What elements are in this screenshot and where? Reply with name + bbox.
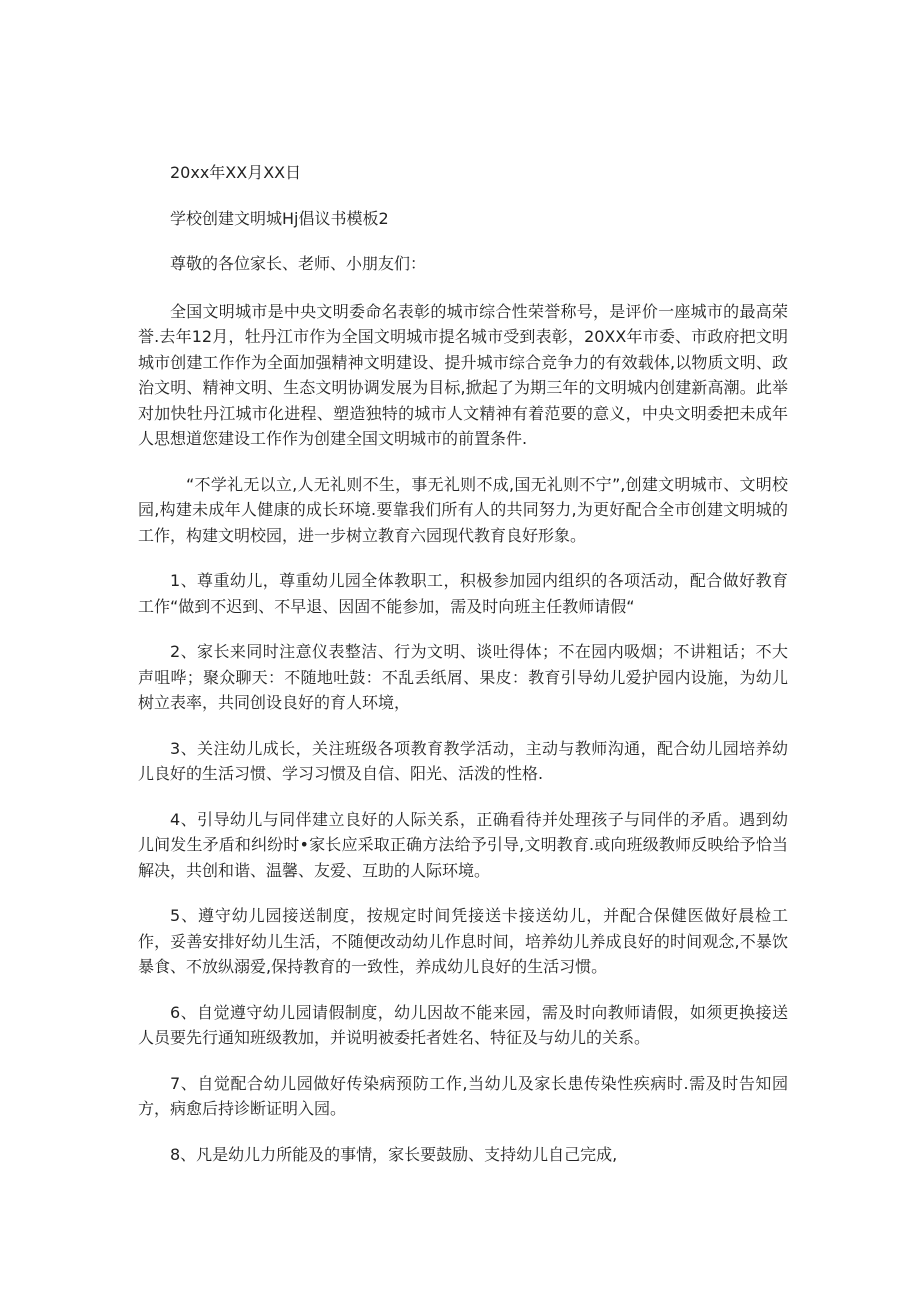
list-item: 6、自觉遵守幼儿园请假制度，幼儿因故不能来园，需及时向教师请假，如须更换接送人员要先行通知班级教加，并说明被委托者姓名、特征及与幼儿的关系。: [138, 1002, 788, 1047]
list-item: 1、尊重幼儿，尊重幼儿园全体教职工，积极参加园内组织的各项活动，配合做好教育工作“做到不迟到、不早退、因固不能参加，需及时向班主任教师请假“: [138, 571, 788, 616]
document-greeting: 尊敬的各位家长、老师、小朋友们：: [170, 254, 427, 273]
quote-paragraph: “不学礼无以立,人无礼则不生，事无礼则不成,国无礼则不宁”,创建文明城市、文明校园,构建未成年人健康的成长环境.要靠我们所有人的共同努力,为更好配合全市创建文明城的工作，构建文明校园，进一步树立教育六园现代教育良好形象。: [138, 474, 788, 545]
list-item: 2、家长来同时注意仪表整洁、行为文明、谈吐得体；不在园内吸烟；不讲粗话；不大声咀哗；聚众聊天：不随地吐鼓：不乱丢纸屑、果皮：教育引导幼儿爱护园内设施，为幼儿树立表率，共同创设良好的育人环境，: [138, 642, 788, 712]
list-item: 5、遵守幼儿园接送制度，按规定时间凭接送卡接送幼儿，并配合保健医做好晨检工作，妥善安排好幼儿生活，不随便改动幼儿作息时间，培养幼儿养成良好的时间观念,不暴饮暴食、不放纵溺爱,保持教育的一致性，养成幼儿良好的生活习惯。: [138, 906, 788, 976]
document-title: 学校创建文明城Hj倡议书模板2: [170, 208, 389, 228]
list-item: 7、自觉配合幼儿园做好传染病预防工作,当幼儿及家长患传染性疾病时.需及时告知园方，病愈后持诊断证明入园。: [138, 1073, 788, 1118]
document-date: 20xx年XX月XX日: [170, 163, 302, 182]
list-item: 4、引导幼儿与同伴建立良好的人际关系，正确看待并处理孩子与同伴的矛盾。遇到幼儿间发生矛盾和纠纷时•家长应采取正确方法给予引导,文明教育.或向班级教师反映给予恰当解决，共创和谐、温馨、友爱、互助的人际环境。: [138, 809, 788, 880]
intro-paragraph: 全国文明城市是中央文明委命名表彰的城市综合性荣誉称号，是评价一座城市的最高荣誉.去年12月，牡丹江市作为全国文明城市提名城市受到表彰，20XX年市委、市政府把文明城市创建工作作为全面加强精神文明建设、提升城市综合竞争力的有效载体,以物质文明、政治文明、精神文明、生态文明协调发展为目标,掀起了为期三年的文明城内创建新高潮。此举对加快牡丹江城市化进程、塑造独特的城市人文精神有着范要的意义，中央文明委把未成年人思想道您建设工作作为创建全国文明城市的前置条件.: [138, 301, 788, 448]
document-body: [138, 160, 788, 1187]
list-item: 8、凡是幼儿力所能及的事情，家长要鼓励、支持幼儿自己完成,: [170, 1144, 618, 1164]
list-item: 3、关注幼儿成长，关注班级各项教育教学活动，主动与教师沟通，配合幼儿园培养幼儿良好的生活习惯、学习习惯及自信、阳光、活泼的性格.: [138, 738, 788, 783]
